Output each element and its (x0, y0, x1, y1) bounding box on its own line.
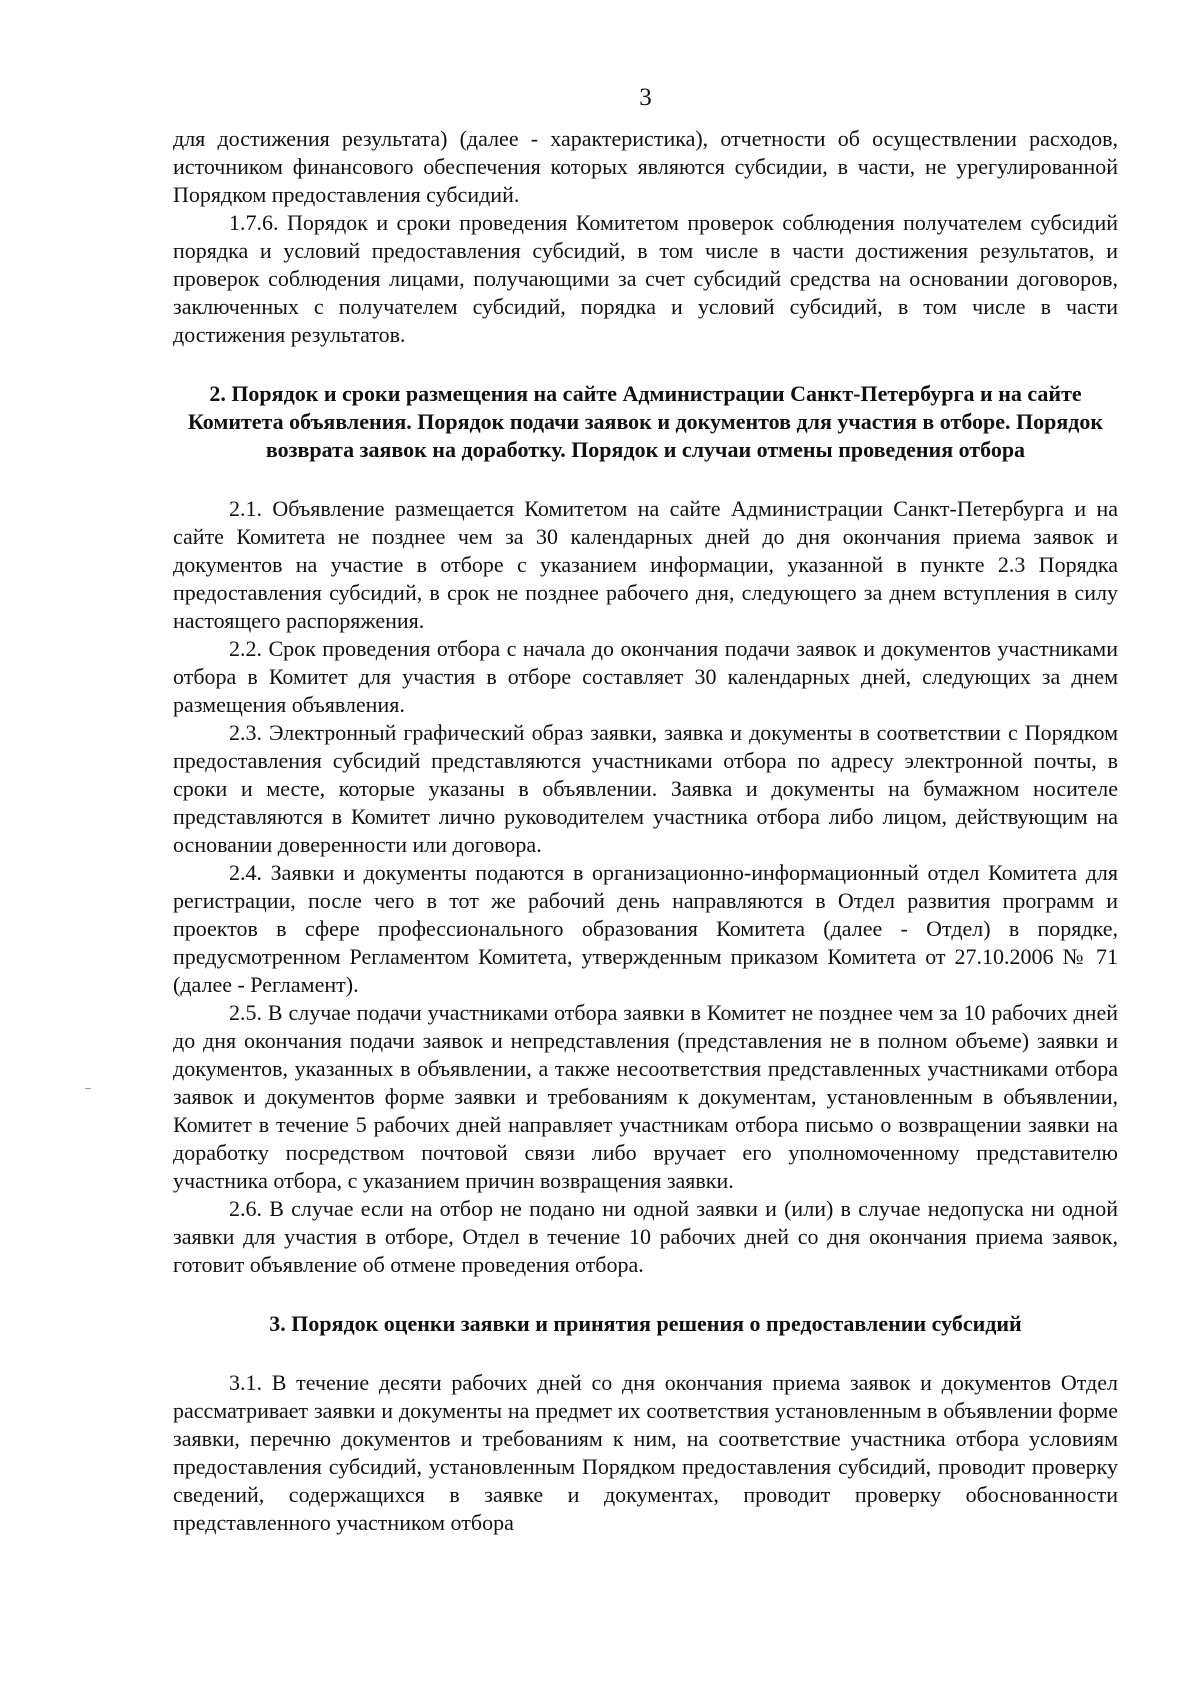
paragraph-2-1: 2.1. Объявление размещается Комитетом на сайте Администрации Санкт-Петербурга и на сайте Комитета не позднее чем за 30 календарных дней до дня окончания приема заявок и документов на участие в отборе с указанием информации, указанной в пункте 2.3 Порядка предоставления субсидий, в срок не позднее рабочего дня, следующего за днем вступления в силу настоящего распоряжения. (173, 496, 1118, 633)
paragraph-intro-continuation: для достижения результата) (далее - характеристика), отчетности об осуществлении расходов, источником финансового обеспечения которых являются субсидии, в части, не урегулированной Порядком предоставления субсидий. (173, 126, 1118, 207)
paragraph-2-2: 2.2. Срок проведения отбора с начала до окончания подачи заявок и документов участниками отбора в Комитет для участия в отборе составляет 30 календарных дней, следующих за днем размещения объявления. (173, 636, 1118, 717)
section-2-heading: 2. Порядок и сроки размещения на сайте Администрации Санкт-Петербурга и на сайте Комитета объявления. Порядок подачи заявок и документов для участия в отборе. Порядок возврата заявок на доработку. Порядок и случаи отмены проведения отбора (187, 381, 1104, 462)
scan-margin-mark (85, 1088, 91, 1089)
paragraph-2-4: 2.4. Заявки и документы подаются в организационно-информационный отдел Комитета для регистрации, после чего в тот же рабочий день направляются в Отдел развития программ и проектов в сфере профессионального образования Комитета (далее - Отдел) в порядке, предусмотренном Регламентом Комитета, утвержденным приказом Комитета от 27.10.2006 № 71 (далее - Регламент). (173, 860, 1118, 997)
paragraph-3-1: 3.1. В течение десяти рабочих дней со дня окончания приема заявок и документов Отдел рассматривает заявки и документы на предмет их соответствия установленным в объявлении форме заявки, перечню документов и требованиям к ним, на соответствие участника отбора условиям предоставления субсидий, установленным Порядком предоставления субсидий, проводит проверку сведений, содержащихся в заявке и документах, проводит проверку обоснованности представленного участником отбора (173, 1370, 1118, 1535)
paragraph-1-7-6: 1.7.6. Порядок и сроки проведения Комитетом проверок соблюдения получателем субсидий порядка и условий предоставления субсидий, в том числе в части достижения результатов, и проверок соблюдения лицами, получающими за счет субсидий средства на основании договоров, заключенных с получателем субсидий, порядка и условий субсидий, в том числе в части достижения результатов. (173, 210, 1118, 347)
paragraph-2-3: 2.3. Электронный графический образ заявки, заявка и документы в соответствии с Порядком предоставления субсидий представляются участниками отбора по адресу электронной почты, в сроки и месте, которые указаны в объявлении. Заявка и документы на бумажном носителе представляются в Комитет лично руководителем участника отбора либо лицом, действующим на основании доверенности или договора. (173, 720, 1118, 857)
paragraph-2-5: 2.5. В случае подачи участниками отбора заявки в Комитет не позднее чем за 10 рабочих дней до дня окончания подачи заявок и непредставления (представления не в полном объеме) заявки и документов, указанных в объявлении, а также несоответствия представленных участниками отбора заявок и документов форме заявки и требованиям к документам, установленным в объявлении, Комитет в течение 5 рабочих дней направляет участникам отбора письмо о возвращении заявки на доработку посредством почтовой связи либо вручает его уполномоченному представителю участника отбора, с указанием причин возвращения заявки. (173, 1000, 1118, 1193)
document-body (173, 125, 1118, 1537)
paragraph-2-6: 2.6. В случае если на отбор не подано ни одной заявки и (или) в случае недопуска ни одной заявки для участия в отборе, Отдел в течение 10 рабочих дней со дня окончания приема заявок, готовит объявление об отмене проведения отбора. (173, 1196, 1118, 1277)
section-3-heading: 3. Порядок оценки заявки и принятия решения о предоставлении субсидий (269, 1311, 1022, 1336)
page-number: 3 (639, 84, 652, 111)
